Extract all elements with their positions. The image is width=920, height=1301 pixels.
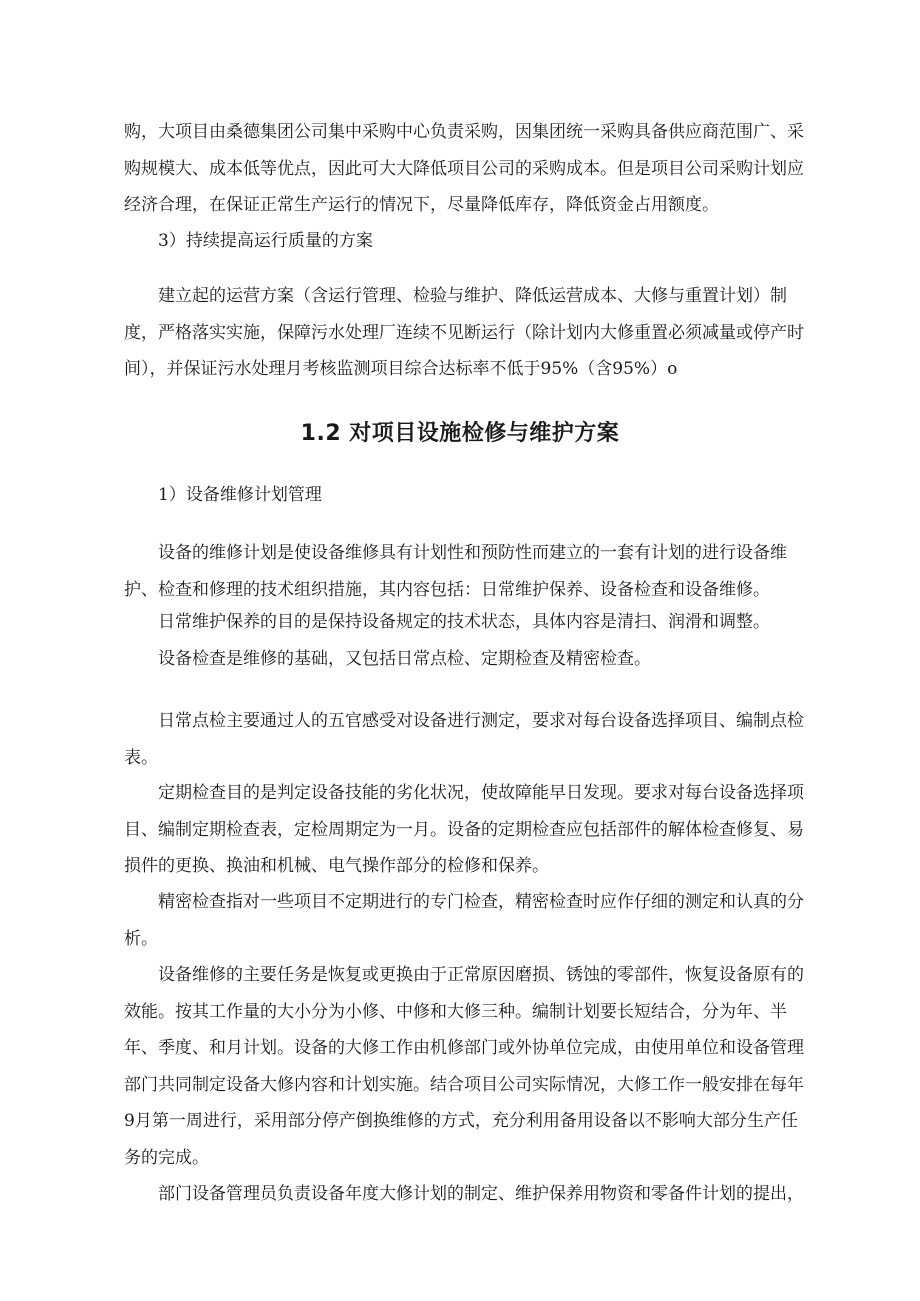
paragraph-precision-checks: 精密检查指对一些项目不定期进行的专门检查，精密检查时应作仔细的测定和认真的分析。 bbox=[124, 892, 804, 949]
paragraph-daily-maintenance: 日常维护保养的目的是保持设备规定的技术状态，具体内容是清扫、润滑和调整。 bbox=[158, 612, 770, 632]
list-item-maintenance-plan: 1）设备维修计划管理 bbox=[158, 485, 322, 505]
paragraph-equipment-manager: 部门设备管理员负责设备年度大修计划的制定、维护保养用物资和零备件计划的提出， bbox=[158, 1184, 804, 1204]
section-heading: 1.2 对项目设施检修与维护方案 bbox=[300, 421, 620, 446]
paragraph-repair-tasks: 设备维修的主要任务是恢复或更换由于正常原因磨损、锈蚀的零部件，恢复设备原有的效能。按其工作量的大小分为小修、中修和大修三种。编制计划要长短结合，分为年、半年、季度、和月计划。设备的大修工作由机修部门或外协单位完成，由使用单位和设备管理部门共同制定设备大修内容和计划实施。结合项目公司实际情况，大修工作一般安排在每年9月第一周进行，采用部分停产倒换维修的方式，充分利用备用设备以不影响大部分生产任务的完成。 bbox=[124, 965, 804, 1168]
paragraph-periodic-checks: 定期检查目的是判定设备技能的劣化状况，使故障能早日发现。要求对每台设备选择项目、编制定期检查表，定检周期定为一月。设备的定期检查应包括部件的解体检查修复、易损件的更换、换油和机械、电气操作部分的检修和保养。 bbox=[124, 783, 804, 876]
paragraph-maintenance-definition: 设备的维修计划是使设备维修具有计划性和预防性而建立的一套有计划的进行设备维护、检查和修理的技术组织措施，其内容包括：日常维护保养、设备检查和设备维修。 bbox=[124, 543, 787, 600]
list-item-quality-plan: 3）持续提高运行质量的方案 bbox=[158, 231, 373, 251]
paragraph-procurement: 购，大项目由桑德集团公司集中采购中心负责采购，因集团统一采购具备供应商范围广、采购规模大、成本低等优点，因此可大大降低项目公司的采购成本。但是项目公司采购计划应经济合理，在保证正常生产运行的情况下，尽量降低库存，降低资金占用额度。 bbox=[124, 122, 804, 215]
paragraph-equipment-inspection: 设备检查是维修的基础，又包括日常点检、定期检查及精密检查。 bbox=[158, 649, 651, 669]
paragraph-daily-checks: 日常点检主要通过人的五官感受对设备进行测定，要求对每台设备选择项目、编制点检表。 bbox=[124, 711, 804, 768]
paragraph-operation-plan: 建立起的运营方案（含运行管理、检验与维护、降低运营成本、大修与重置计划）制度，严格落实实施，保障污水处理厂连续不见断运行（除计划内大修重置必须减量或停产时间），并保证污水处理月考核监测项目综合达标率不低于95%（含95%）o bbox=[124, 286, 804, 379]
